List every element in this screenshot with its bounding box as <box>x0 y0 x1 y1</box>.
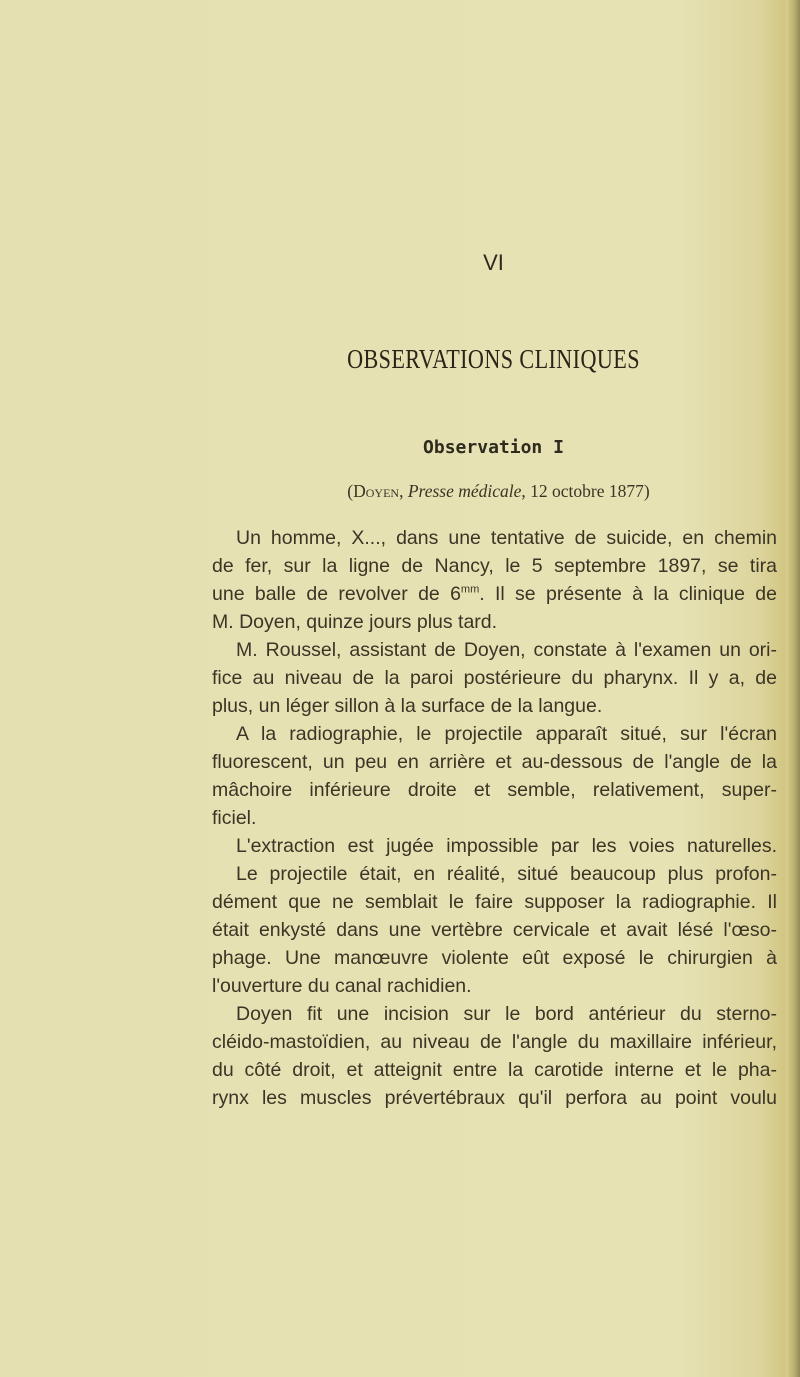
text-line: était enkysté dans une vertèbre cervicale et avait lésé l'œso- <box>212 919 777 941</box>
citation-date: , 12 octobre 1877) <box>521 481 650 501</box>
text-line: M. Doyen, quinze jours plus tard. <box>212 611 498 633</box>
text-line: cléido-mastoïdien, au niveau de l'angle du maxillaire inférieur, <box>212 1031 777 1053</box>
citation <box>215 481 782 502</box>
text-line <box>212 580 777 608</box>
text-line: de fer, sur la ligne de Nancy, le 5 septembre 1897, se tira <box>212 555 777 577</box>
page-edge <box>786 0 800 1377</box>
citation-journal: Presse médicale <box>407 481 522 501</box>
text-line: l'ouverture du canal rachidien. <box>212 975 472 997</box>
citation-open: ( <box>347 481 354 501</box>
text-line: plus, un léger sillon à la surface de la langue. <box>212 695 603 717</box>
text-line: mâchoire inférieure droite et semble, relativement, super- <box>212 779 777 801</box>
text-fragment: une balle de revolver de 6 <box>212 583 461 605</box>
text-line: Le projectile était, en réalité, situé beaucoup plus profon- <box>236 863 777 885</box>
text-line: A la radiographie, le projectile apparaît situé, sur l'écran <box>236 723 777 745</box>
text-line: Un homme, X..., dans une tentative de suicide, en chemin <box>236 527 777 549</box>
text-line: M. Roussel, assistant de Doyen, constate à l'examen un ori- <box>236 639 777 661</box>
text-line: fice au niveau de la paroi postérieure du pharynx. Il y a, de <box>212 667 777 689</box>
text-fragment: . Il se présente à la clinique de <box>479 583 777 605</box>
text-line: du côté droit, et atteignit entre la carotide interne et le pha- <box>212 1059 777 1081</box>
text-line: rynx les muscles prévertébraux qu'il perfora au point voulu <box>212 1087 777 1109</box>
text-line: phage. Une manœuvre violente eût exposé le chirurgien à <box>212 947 777 969</box>
chapter-number: VI <box>483 250 504 275</box>
body-text <box>212 524 777 1112</box>
observation-heading: Observation I <box>423 437 564 458</box>
text-line: L'extraction est jugée impossible par les voies naturelles. <box>236 835 777 857</box>
unit-superscript: mm <box>460 583 480 596</box>
text-line: Doyen fit une incision sur le bord antérieur du sterno- <box>236 1003 777 1025</box>
citation-author: Doyen <box>353 481 400 501</box>
citation-sep: , <box>399 481 408 501</box>
text-line: ficiel. <box>212 807 257 829</box>
chapter-title: OBSERVATIONS CLINIQUES <box>347 344 640 374</box>
text-line: fluorescent, un peu en arrière et au-dessous de l'angle de la <box>212 751 777 773</box>
text-line: dément que ne semblait le faire supposer la radiographie. Il <box>212 891 777 913</box>
